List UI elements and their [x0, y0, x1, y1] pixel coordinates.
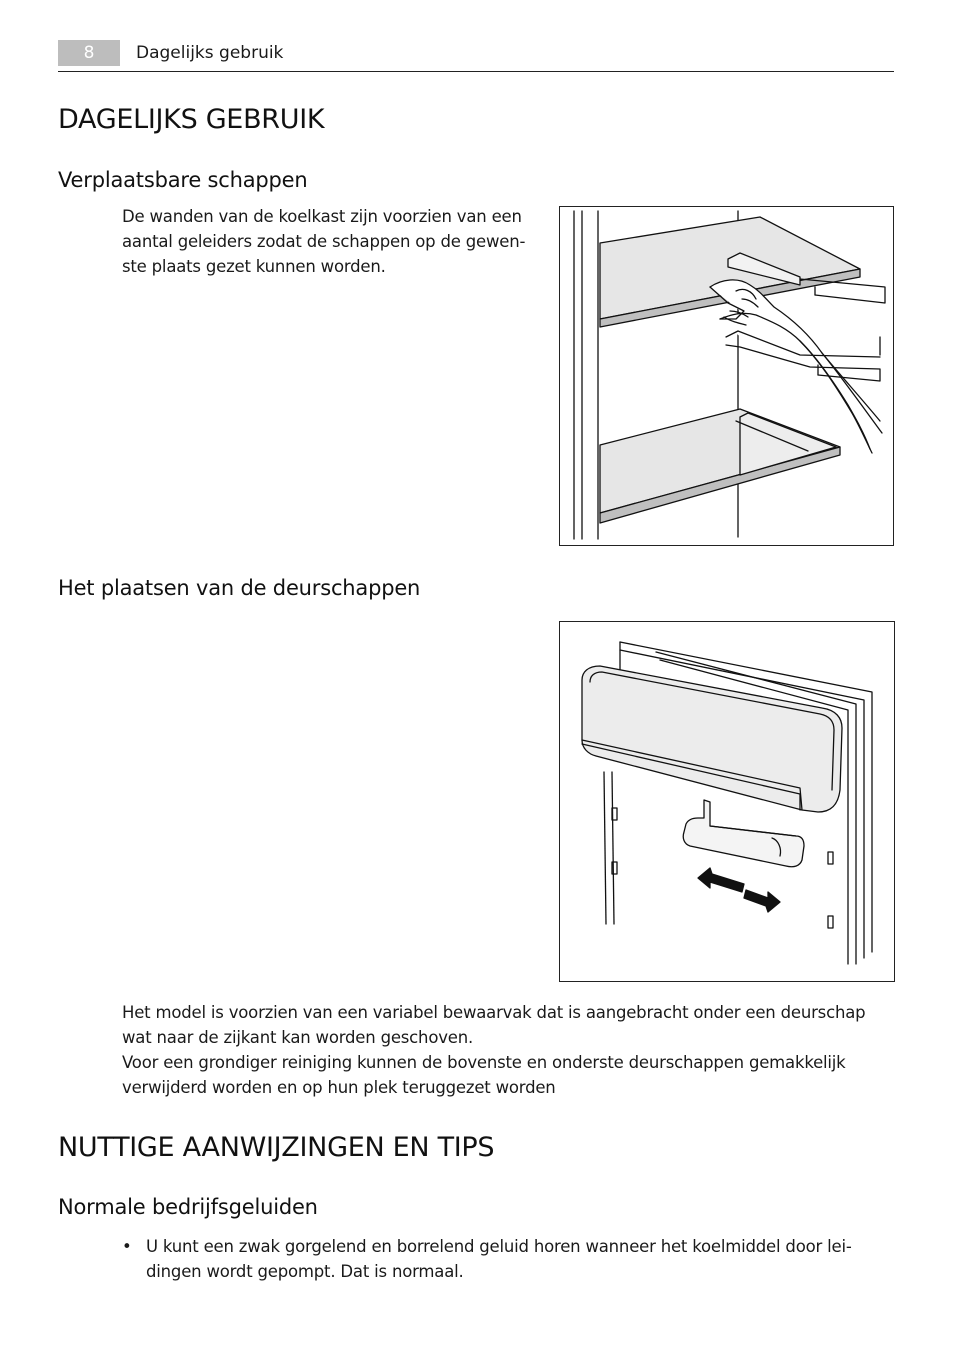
shelf-illustration: [559, 206, 894, 546]
running-header-title: Dagelijks gebruik: [136, 43, 284, 63]
door-shelf-paragraph-1: [122, 1000, 892, 1050]
tips-bullet-list: [122, 1234, 892, 1284]
shelves-line-2: aantal geleiders zodat de schappen op de gewen-: [122, 232, 526, 251]
header-divider: [58, 71, 894, 72]
bullet-line-2: dingen wordt gepompt. Dat is normaal.: [146, 1262, 464, 1281]
door-shelf-paragraph-2: [122, 1050, 892, 1100]
door-shelf-p1-line-2: wat naar de zijkant kan worden geschoven.: [122, 1028, 474, 1047]
bullet-symbol: •: [122, 1237, 132, 1256]
shelves-line-3: ste plaats gezet kunnen worden.: [122, 257, 386, 276]
section-title-nuttige-aanwijzingen: NUTTIGE AANWIJZINGEN EN TIPS: [58, 1132, 495, 1163]
bullet-line-1: U kunt een zwak gorgelend en borrelend geluid horen wanneer het koelmiddel door lei-: [146, 1237, 852, 1256]
page-number: 8: [58, 40, 120, 66]
shelves-paragraph: [122, 204, 542, 279]
door-shelf-p2-line-1: Voor een grondiger reiniging kunnen de bovenste en onderste deurschappen gemakkelijk: [122, 1053, 846, 1072]
section-title-dagelijks-gebruik: DAGELIJKS GEBRUIK: [58, 104, 325, 135]
subsection-title-verplaatsbare-schappen: Verplaatsbare schappen: [58, 168, 308, 192]
subsection-title-deurschappen: Het plaatsen van de deurschappen: [58, 576, 421, 600]
door-shelf-illustration: [559, 621, 895, 982]
door-shelf-p2-line-2: verwijderd worden en op hun plek teruggezet worden: [122, 1078, 556, 1097]
door-shelf-p1-line-1: Het model is voorzien van een variabel bewaarvak dat is aangebracht onder een deurschap: [122, 1003, 866, 1022]
shelves-line-1: De wanden van de koelkast zijn voorzien van een: [122, 207, 522, 226]
subsection-title-bedrijfsgeluiden: Normale bedrijfsgeluiden: [58, 1195, 318, 1219]
list-item: [122, 1234, 892, 1284]
